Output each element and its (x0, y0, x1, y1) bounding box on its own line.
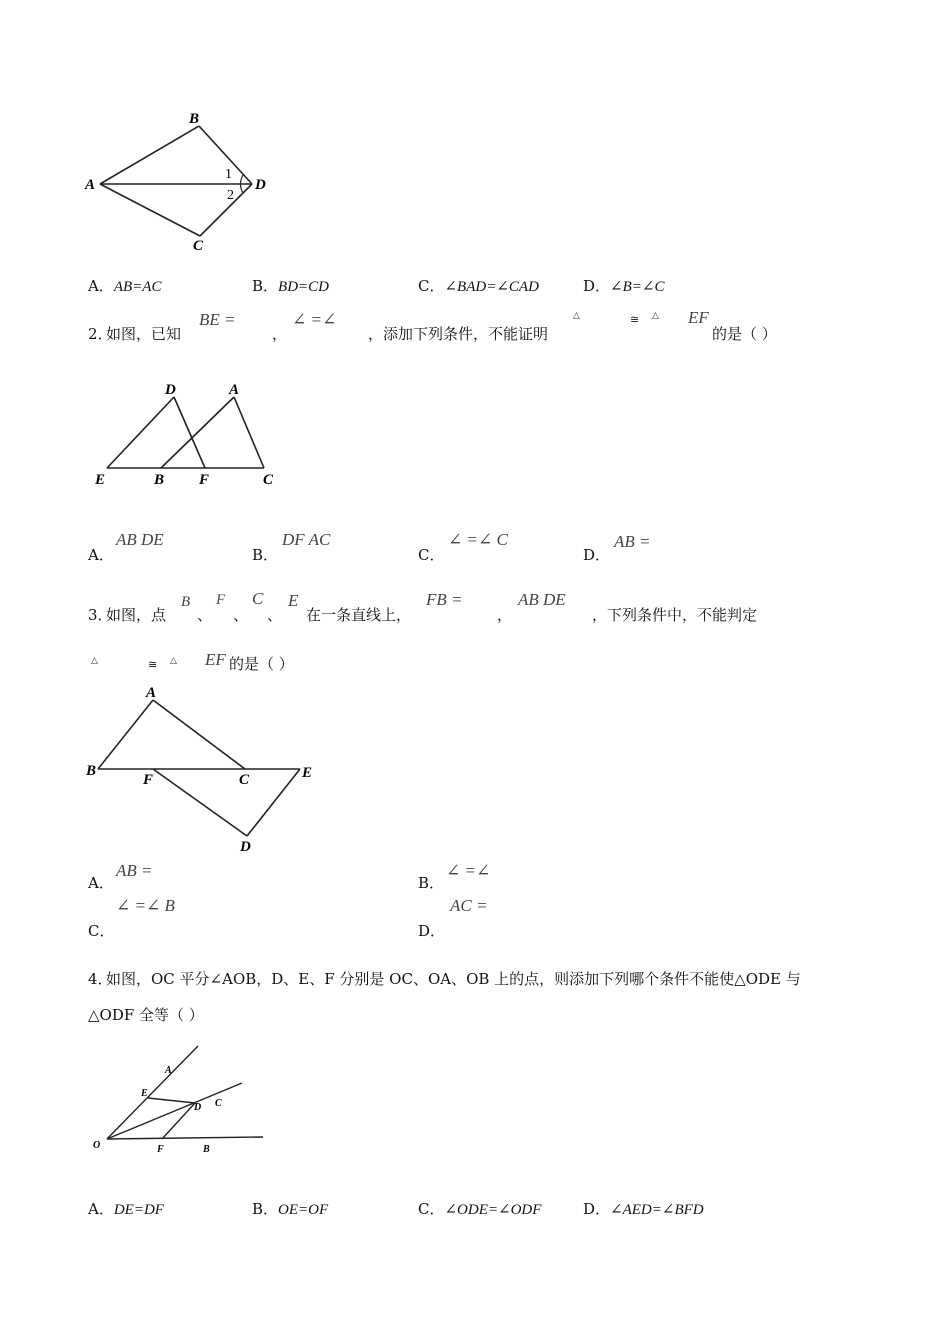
q3-option-c[interactable] (88, 921, 114, 941)
q4-label-a: A (165, 1065, 172, 1076)
q3-label-d: D (240, 839, 251, 855)
triangle-icon: △ (91, 656, 98, 666)
q3-stem-b: 在一条直线上， (306, 606, 412, 624)
q3-point-f: F (216, 592, 226, 608)
q1-label-d: D (255, 177, 266, 193)
q2-stem-b: ，添加下列条件，不能证明 (368, 325, 549, 343)
q2-stem-c: 的是（ ） (712, 325, 777, 343)
q4-option-c[interactable] (418, 1199, 541, 1220)
q4-stem-line2: △ODF 全等（ ） (88, 1006, 204, 1024)
q3-number: 3． (88, 606, 113, 624)
option-letter: C． (418, 277, 445, 295)
q2-math-3: EF (688, 308, 709, 327)
q1-option-c[interactable] (418, 276, 539, 297)
triangle-icon: △ (573, 311, 580, 321)
q3-label-c: C (239, 772, 250, 788)
q1-option-d[interactable] (583, 276, 664, 297)
q4-label-o: O (93, 1140, 101, 1151)
q3-point-c: C (252, 589, 264, 608)
option-letter: D． (583, 1200, 611, 1218)
q3-sep-1: 、 (197, 606, 213, 624)
q3-label-b: B (86, 763, 97, 779)
congruent-icon: ≅ (630, 313, 640, 326)
q3-option-c-math: ∠ =∠ B (116, 896, 175, 915)
q3-option-d-math: AC = (450, 896, 488, 915)
q1-label-c: C (193, 238, 204, 254)
q1-option-a[interactable] (88, 276, 161, 297)
q3-option-a-math: AB = (116, 861, 153, 880)
q4-label-f: F (157, 1144, 164, 1155)
q3-label-e: E (302, 765, 313, 781)
option-letter: C． (418, 1200, 445, 1218)
option-text: ∠ODE=∠ODF (444, 1202, 542, 1218)
q2-label-b: B (154, 472, 165, 488)
q2-option-d-math: AB = (614, 532, 651, 551)
q2-label-c: C (263, 472, 274, 488)
q2-option-c-math: ∠ =∠ C (448, 530, 508, 549)
option-text: BD=CD (278, 279, 329, 295)
congruent-icon: ≅ (148, 658, 158, 671)
q2-number: 2． (88, 325, 113, 343)
q4-option-b[interactable] (252, 1199, 328, 1220)
q4-label-d: D (194, 1102, 202, 1113)
q3-option-b[interactable] (418, 873, 444, 893)
q3-label-f: F (143, 772, 154, 788)
q2-option-b-math: DF AC (282, 530, 331, 549)
q3-point-b: B (181, 594, 191, 610)
q3-sep-2: 、 (233, 606, 249, 624)
q1-angle-2: 2 (227, 188, 234, 203)
option-text: AB=AC (113, 279, 162, 295)
q2-math-1: BE = (199, 310, 236, 329)
q2-option-b[interactable] (252, 545, 278, 565)
q2-math-2: ∠ =∠ (292, 310, 337, 329)
q2-comma: ， (272, 325, 288, 343)
option-letter: C． (88, 922, 115, 940)
q1-label-b: B (189, 111, 200, 127)
triangle-icon: △ (170, 656, 177, 666)
q4-number: 4． (88, 970, 113, 988)
q2-option-d[interactable] (583, 545, 610, 565)
q3-sep-3: 、 (267, 606, 283, 624)
option-letter: A． (88, 546, 114, 564)
q2-option-c[interactable] (418, 545, 444, 565)
q2-label-a: A (229, 382, 240, 398)
q1-label-a: A (85, 177, 96, 193)
q3-math-1: FB = (426, 590, 463, 609)
option-text: OE=OF (278, 1202, 329, 1218)
q4-figure (85, 1040, 275, 1160)
q3-figure (80, 680, 330, 860)
q4-label-b: B (203, 1144, 210, 1155)
q1-angle-1: 1 (225, 167, 232, 182)
option-letter: D． (583, 546, 611, 564)
option-letter: A． (88, 277, 114, 295)
option-letter: B． (252, 277, 279, 295)
q2-figure (85, 378, 295, 493)
q2-label-d: D (165, 382, 176, 398)
q3-option-a[interactable] (88, 873, 114, 893)
q4-option-d[interactable] (583, 1199, 704, 1220)
option-letter: D． (583, 277, 611, 295)
q1-figure (80, 105, 280, 265)
option-text: ∠B=∠C (610, 279, 665, 295)
q4-stem-line1: 如图，OC 平分∠AOB，D、E、F 分别是 OC、OA、OB 上的点，则添加下列哪个条件不能使△ODE 与 (106, 970, 801, 988)
option-letter: B． (252, 546, 279, 564)
q2-label-e: E (95, 472, 106, 488)
q1-option-b[interactable] (252, 276, 329, 297)
option-text: ∠AED=∠BFD (610, 1202, 704, 1218)
q3-comma: ， (497, 606, 513, 624)
q3-stem-d: 的是（ ） (229, 655, 294, 673)
option-letter: D． (418, 922, 446, 940)
q3-math-3: EF (205, 650, 226, 669)
q2-option-a[interactable] (88, 545, 114, 565)
option-text: DE=DF (113, 1202, 164, 1218)
q3-math-2: AB DE (518, 590, 566, 609)
q2-stem-a: 如图，已知 (106, 325, 182, 343)
option-letter: A． (88, 1200, 114, 1218)
option-text: ∠BAD=∠CAD (444, 279, 539, 295)
q3-option-b-math: ∠ =∠ (446, 861, 491, 880)
q4-label-c: C (215, 1098, 222, 1109)
q4-label-e: E (141, 1088, 148, 1099)
triangle-icon: △ (652, 311, 659, 321)
q3-option-d[interactable] (418, 921, 445, 941)
q3-point-e: E (288, 591, 299, 610)
q3-label-a: A (146, 685, 157, 701)
q3-stem-a: 如图，点 (106, 606, 167, 624)
option-letter: A． (88, 874, 114, 892)
q2-label-f: F (199, 472, 210, 488)
q4-option-a[interactable] (88, 1199, 164, 1220)
option-letter: C． (418, 546, 445, 564)
option-letter: B． (252, 1200, 279, 1218)
option-letter: B． (418, 874, 445, 892)
q2-option-a-math: AB DE (116, 530, 164, 549)
q3-stem-c: ，下列条件中，不能判定 (592, 606, 758, 624)
